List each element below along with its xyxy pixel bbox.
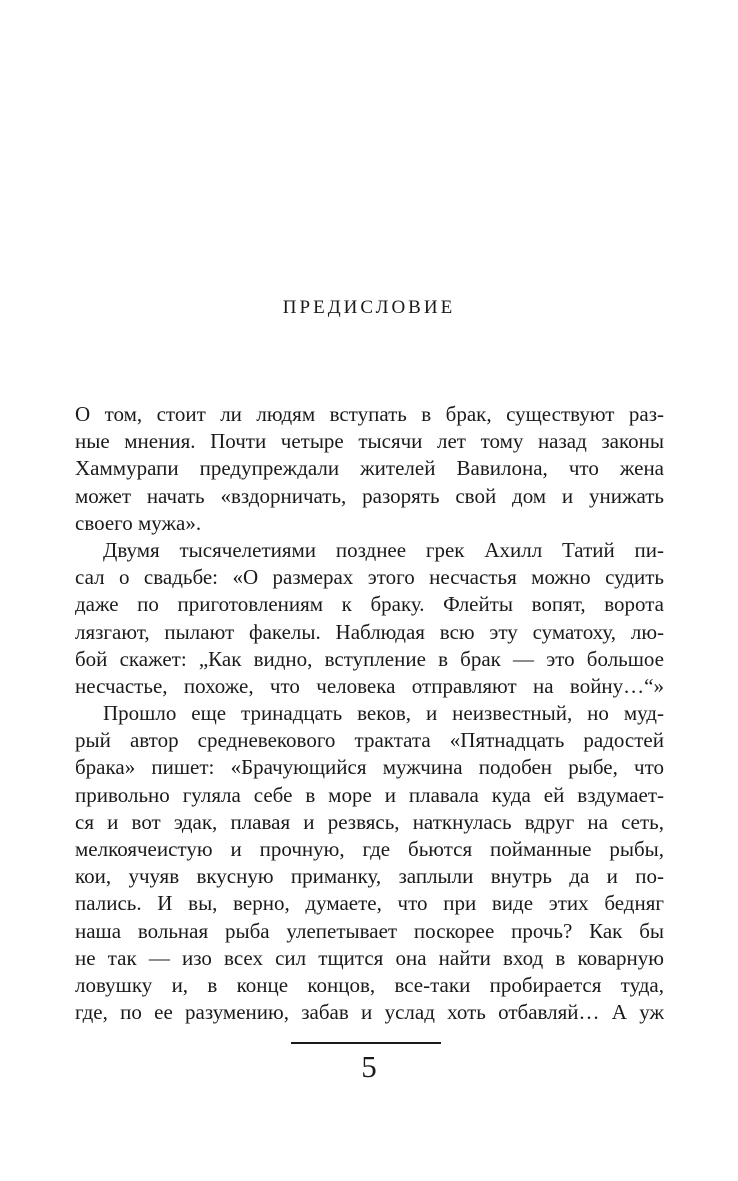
text-line: Хаммурапи предупреждали жителей Вавилона, что жена — [75, 456, 664, 481]
text-line: своего мужа». — [75, 510, 202, 535]
body-text — [75, 401, 664, 1026]
text-line: Прошло еще тринадцать веков, и неизвестный, но муд- — [103, 701, 664, 726]
text-line: лязгают, пылают факелы. Наблюдая всю эту суматоху, лю- — [75, 619, 664, 644]
text-line: бой скажет: „Как видно, вступление в брак — это большое — [75, 646, 664, 671]
text-line: пались. И вы, верно, думаете, что при виде этих бедняг — [75, 891, 664, 916]
text-line: ные мнения. Почти четыре тысячи лет тому назад законы — [75, 429, 664, 454]
text-line: О том, стоит ли людям вступать в брак, существуют раз- — [75, 402, 664, 426]
text-line: даже по приготовлениям к браку. Флейты вопят, ворота — [75, 592, 664, 617]
text-line: ся и вот эдак, плавая и резвясь, наткнулась вдруг на сеть, — [75, 809, 664, 834]
text-line: привольно гуляла себе в море и плавала куда ей вздумает- — [75, 782, 664, 807]
text-line: сал о свадьбе: «О размерах этого несчастья можно судить — [75, 565, 664, 590]
page-number-rule — [291, 1042, 441, 1044]
text-line: Двумя тысячелетиями позднее грек Ахилл Татий пи- — [103, 537, 664, 562]
text-line: может начать «вздорничать, разорять свой дом и унижать — [75, 483, 664, 508]
text-line: наша вольная рыба улепетывает поскорее прочь? Как бы — [75, 918, 664, 943]
text-line: ловушку и, в конце концов, все-таки пробирается туда, — [75, 972, 664, 997]
text-line: несчастье, похоже, что человека отправляют на войну…“» — [75, 673, 664, 698]
text-line: брака» пишет: «Брачующийся мужчина подобен рыбе, что — [75, 755, 664, 780]
text-line: не так — изо всех сил тщится она найти вход в коварную — [75, 945, 664, 970]
text-line: рый автор средневекового трактата «Пятнадцать радостей — [75, 728, 664, 753]
text-line: мелкоячеистую и прочную, где бьются пойманные рыбы, — [75, 837, 664, 861]
text-line: где, по ее разумению, забав и услад хоть отбавляй… А уж — [75, 1000, 664, 1025]
page-number: 5 — [361, 1049, 377, 1084]
text-line: кои, учуяв вкусную приманку, заплыли внутрь да и по- — [75, 864, 664, 889]
chapter-heading: ПРЕДИСЛОВИЕ — [282, 297, 456, 318]
